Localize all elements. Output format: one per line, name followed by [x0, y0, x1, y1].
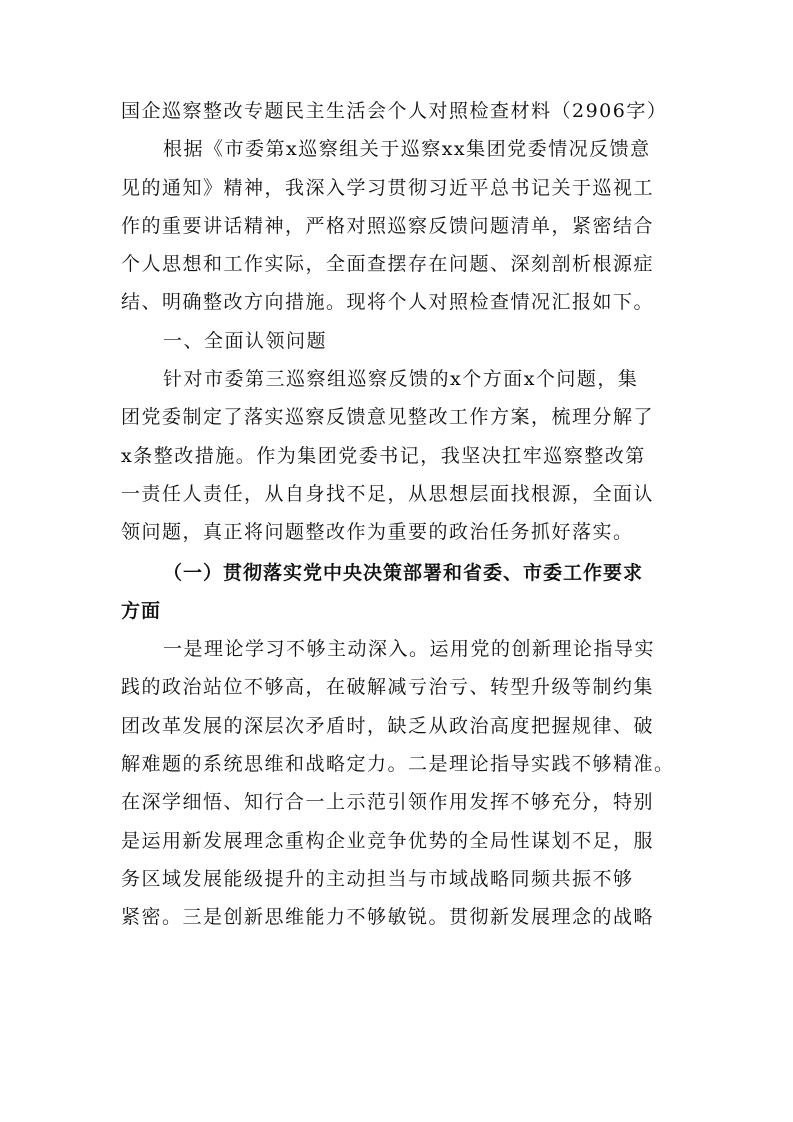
subsection1-paragraph: [121, 630, 681, 936]
paragraph-line: 领问题，真正将问题整改作为重要的政治任务抓好落实。: [121, 521, 634, 544]
paragraph-line: 团改革发展的深层次矛盾时，缺乏从政治高度把握规律、破: [121, 714, 655, 737]
document-body: [121, 92, 681, 937]
paragraph-line: 在深学细悟、知行合一上示范引领作用发挥不够充分，特别: [121, 791, 655, 814]
paragraph-line: 紧密。三是创新思维能力不够敏锐。贯彻新发展理念的战略: [121, 906, 655, 929]
paragraph-line: 结、明确整改方向措施。现将个人对照检查情况汇报如下。: [121, 291, 655, 314]
section-heading: 一、全面认领问题: [163, 329, 328, 352]
intro-paragraph: [121, 130, 681, 321]
paragraph-line: 作的重要讲话精神，严格对照巡察反馈问题清单，紧密结合: [121, 214, 655, 237]
paragraph-line: 针对市委第三巡察组巡察反馈的x个方面x个问题，集: [163, 368, 639, 391]
section1-paragraph: [121, 360, 681, 551]
subsection-heading: [121, 554, 681, 631]
paragraph-line: 见的通知》精神，我深入学习贯彻习近平总书记关于巡视工: [121, 176, 655, 199]
subsection-heading-line: 方面: [121, 599, 162, 622]
paragraph-line: 解难题的系统思维和战略定力。二是理论指导实践不够精准。: [121, 753, 675, 776]
paragraph-line: 是运用新发展理念重构企业竞争优势的全局性谋划不足，服: [121, 829, 655, 852]
paragraph-line: 一责任人责任，从自身找不足，从思想层面找根源，全面认: [121, 482, 655, 505]
subsection-heading-line: （一）贯彻落实党中央决策部署和省委、市委工作要求: [163, 561, 644, 584]
paragraph-line: x条整改措施。作为集团党委书记，我坚决扛牢巡察整改第: [121, 444, 646, 467]
paragraph-line: 践的政治站位不够高，在破解减亏治亏、转型升级等制约集: [121, 676, 655, 699]
paragraph-line: 务区域发展能级提升的主动担当与市域战略同频共振不够: [121, 867, 634, 890]
paragraph-line: 一是理论学习不够主动深入。运用党的创新理论指导实: [163, 638, 656, 661]
paragraph-line: 根据《市委第x巡察组关于巡察xx集团党委情况反馈意: [163, 138, 651, 161]
paragraph-line: 团党委制定了落实巡察反馈意见整改工作方案，梳理分解了: [121, 406, 655, 429]
document-title: 国企巡察整改专题民主生活会个人对照检查材料（2906字）: [121, 100, 668, 122]
paragraph-line: 个人思想和工作实际，全面查摆存在问题、深刻剖析根源症: [121, 253, 655, 276]
